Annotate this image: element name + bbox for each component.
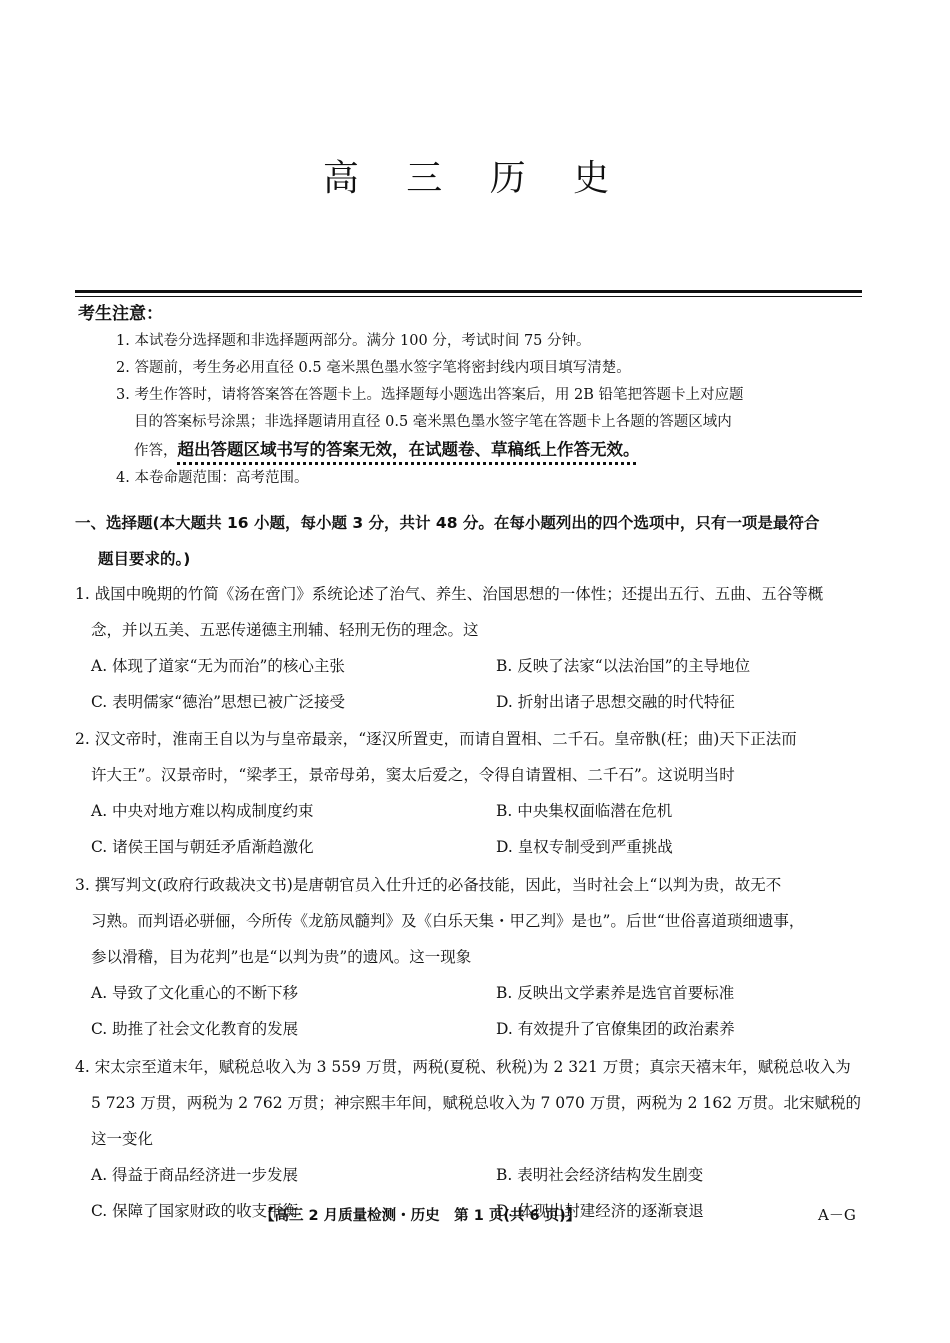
section-heading	[75, 505, 875, 577]
notice-item-3-line-2: 目的答案标号涂黑；非选择题请用直径 0.5 毫米黑色墨水签字笔在答题卡上各题的答题区域内	[134, 414, 732, 430]
stem-line: 念，并以五美、五恶传递德主刑辅、轻刑无伤的理念。这	[91, 621, 479, 639]
section-heading-line-2: 题目要求的。)	[98, 550, 191, 568]
notice-item-4: 4. 本卷命题范围：高考范围。	[116, 470, 309, 486]
header-rule-thin	[75, 296, 862, 297]
stem-line: 3. 撰写判文(政府行政裁决文书)是唐朝官员入仕升迁的必备技能，因此，当时社会上“以判为贵，故无不	[75, 876, 782, 894]
option-d: D. 皇权专制受到严重挑战	[496, 838, 673, 856]
option-b: B. 反映出文学素养是选官首要标准	[496, 984, 735, 1002]
stem-line: 许大王”。汉景帝时，“梁孝王，景帝母弟，窦太后爱之，令得自请置相、二千石”。这说明当时	[91, 766, 735, 784]
option-b: B. 表明社会经济结构发生剧变	[496, 1166, 704, 1184]
option-b: B. 反映了法家“以法治国”的主导地位	[496, 657, 751, 675]
option-c: C. 助推了社会文化教育的发展	[91, 1020, 299, 1038]
notice-item-1: 1. 本试卷分选择题和非选择题两部分。满分 100 分，考试时间 75 分钟。	[116, 333, 591, 349]
option-c: C. 保障了国家财政的收支平衡	[91, 1202, 299, 1220]
notice-item-3-line-1: 3. 考生作答时，请将答案答在答题卡上。选择题每小题选出答案后，用 2B 铅笔把答题卡上对应题	[116, 387, 744, 403]
options	[75, 793, 875, 865]
option-c: C. 诸侯王国与朝廷矛盾渐趋激化	[91, 838, 314, 856]
question-3	[75, 867, 875, 1047]
option-a: A. 中央对地方难以构成制度约束	[91, 802, 314, 820]
option-d: D. 折射出诸子思想交融的时代特征	[496, 693, 735, 711]
page-title: 高 三 历 史	[322, 158, 628, 199]
notice-heading: 考生注意：	[78, 304, 163, 324]
options	[75, 975, 875, 1047]
footer-page-info: 【高三 2 月质量检测・历史 第 1 页(共 6 页)】	[260, 1208, 581, 1224]
question-stem	[75, 576, 875, 648]
question-stem	[75, 721, 875, 793]
stem-line: 5 723 万贯，两税为 2 762 万贯；神宗熙丰年间，赋税总收入为 7 070 万贯，两税为 2 162 万贯。北宋赋税的	[91, 1094, 861, 1112]
option-c: C. 表明儒家“德治”思想已被广泛接受	[91, 693, 346, 711]
options	[75, 648, 875, 720]
notice-item-3-line-3	[78, 436, 868, 465]
stem-line: 1. 战国中晚期的竹简《汤在啻门》系统论述了治气、养生、治国思想的一体性；还提出五行、五曲、五谷等概	[75, 585, 824, 603]
question-1	[75, 576, 875, 720]
section-heading-line-1: 一、选择题(本大题共 16 小题，每小题 3 分，共计 48 分。在每小题列出的四个选项中，只有一项是最符合	[75, 514, 820, 532]
option-a: A. 体现了道家“无为而治”的核心主张	[91, 657, 345, 675]
question-4	[75, 1049, 875, 1229]
notice-emphasis: 超出答题区域书写的答案无效，在试题卷、草稿纸上作答无效。	[177, 440, 640, 459]
header-rule-thick	[75, 290, 862, 293]
notice-item-2: 2. 答题前，考生务必用直径 0.5 毫米黑色墨水签字笔将密封线内项目填写清楚。	[116, 360, 631, 376]
stem-line: 4. 宋太宗至道末年，赋税总收入为 3 559 万贯，两税(夏税、秋税)为 2 321 万贯；真宗天禧末年，赋税总收入为	[75, 1058, 851, 1076]
exam-notice	[78, 300, 868, 492]
option-d: D. 体现出封建经济的逐渐衰退	[496, 1202, 704, 1220]
question-stem	[75, 867, 875, 975]
stem-line: 这一变化	[91, 1130, 154, 1148]
question-2	[75, 721, 875, 865]
stem-line: 参以滑稽，目为花判”也是“以判为贵”的遗风。这一现象	[91, 948, 472, 966]
stem-line: 习熟。而判语必骈俪，今所传《龙筋凤髓判》及《白乐天集・甲乙判》是也”。后世“世俗喜道琐细遗事，	[91, 912, 805, 930]
option-b: B. 中央集权面临潜在危机	[496, 802, 673, 820]
option-d: D. 有效提升了官僚集团的政治素养	[496, 1020, 735, 1038]
option-a: A. 得益于商品经济进一步发展	[91, 1166, 299, 1184]
stem-line: 2. 汉文帝时，淮南王自以为与皇帝最亲，“逐汉所置吏，而请自置相、二千石。皇帝骫(枉；曲)天下正法而	[75, 730, 797, 748]
footer-paper-code: A－G	[818, 1206, 856, 1224]
question-stem	[75, 1049, 875, 1157]
option-a: A. 导致了文化重心的不断下移	[91, 984, 299, 1002]
notice-item-3-prefix: 作答，	[134, 443, 178, 459]
